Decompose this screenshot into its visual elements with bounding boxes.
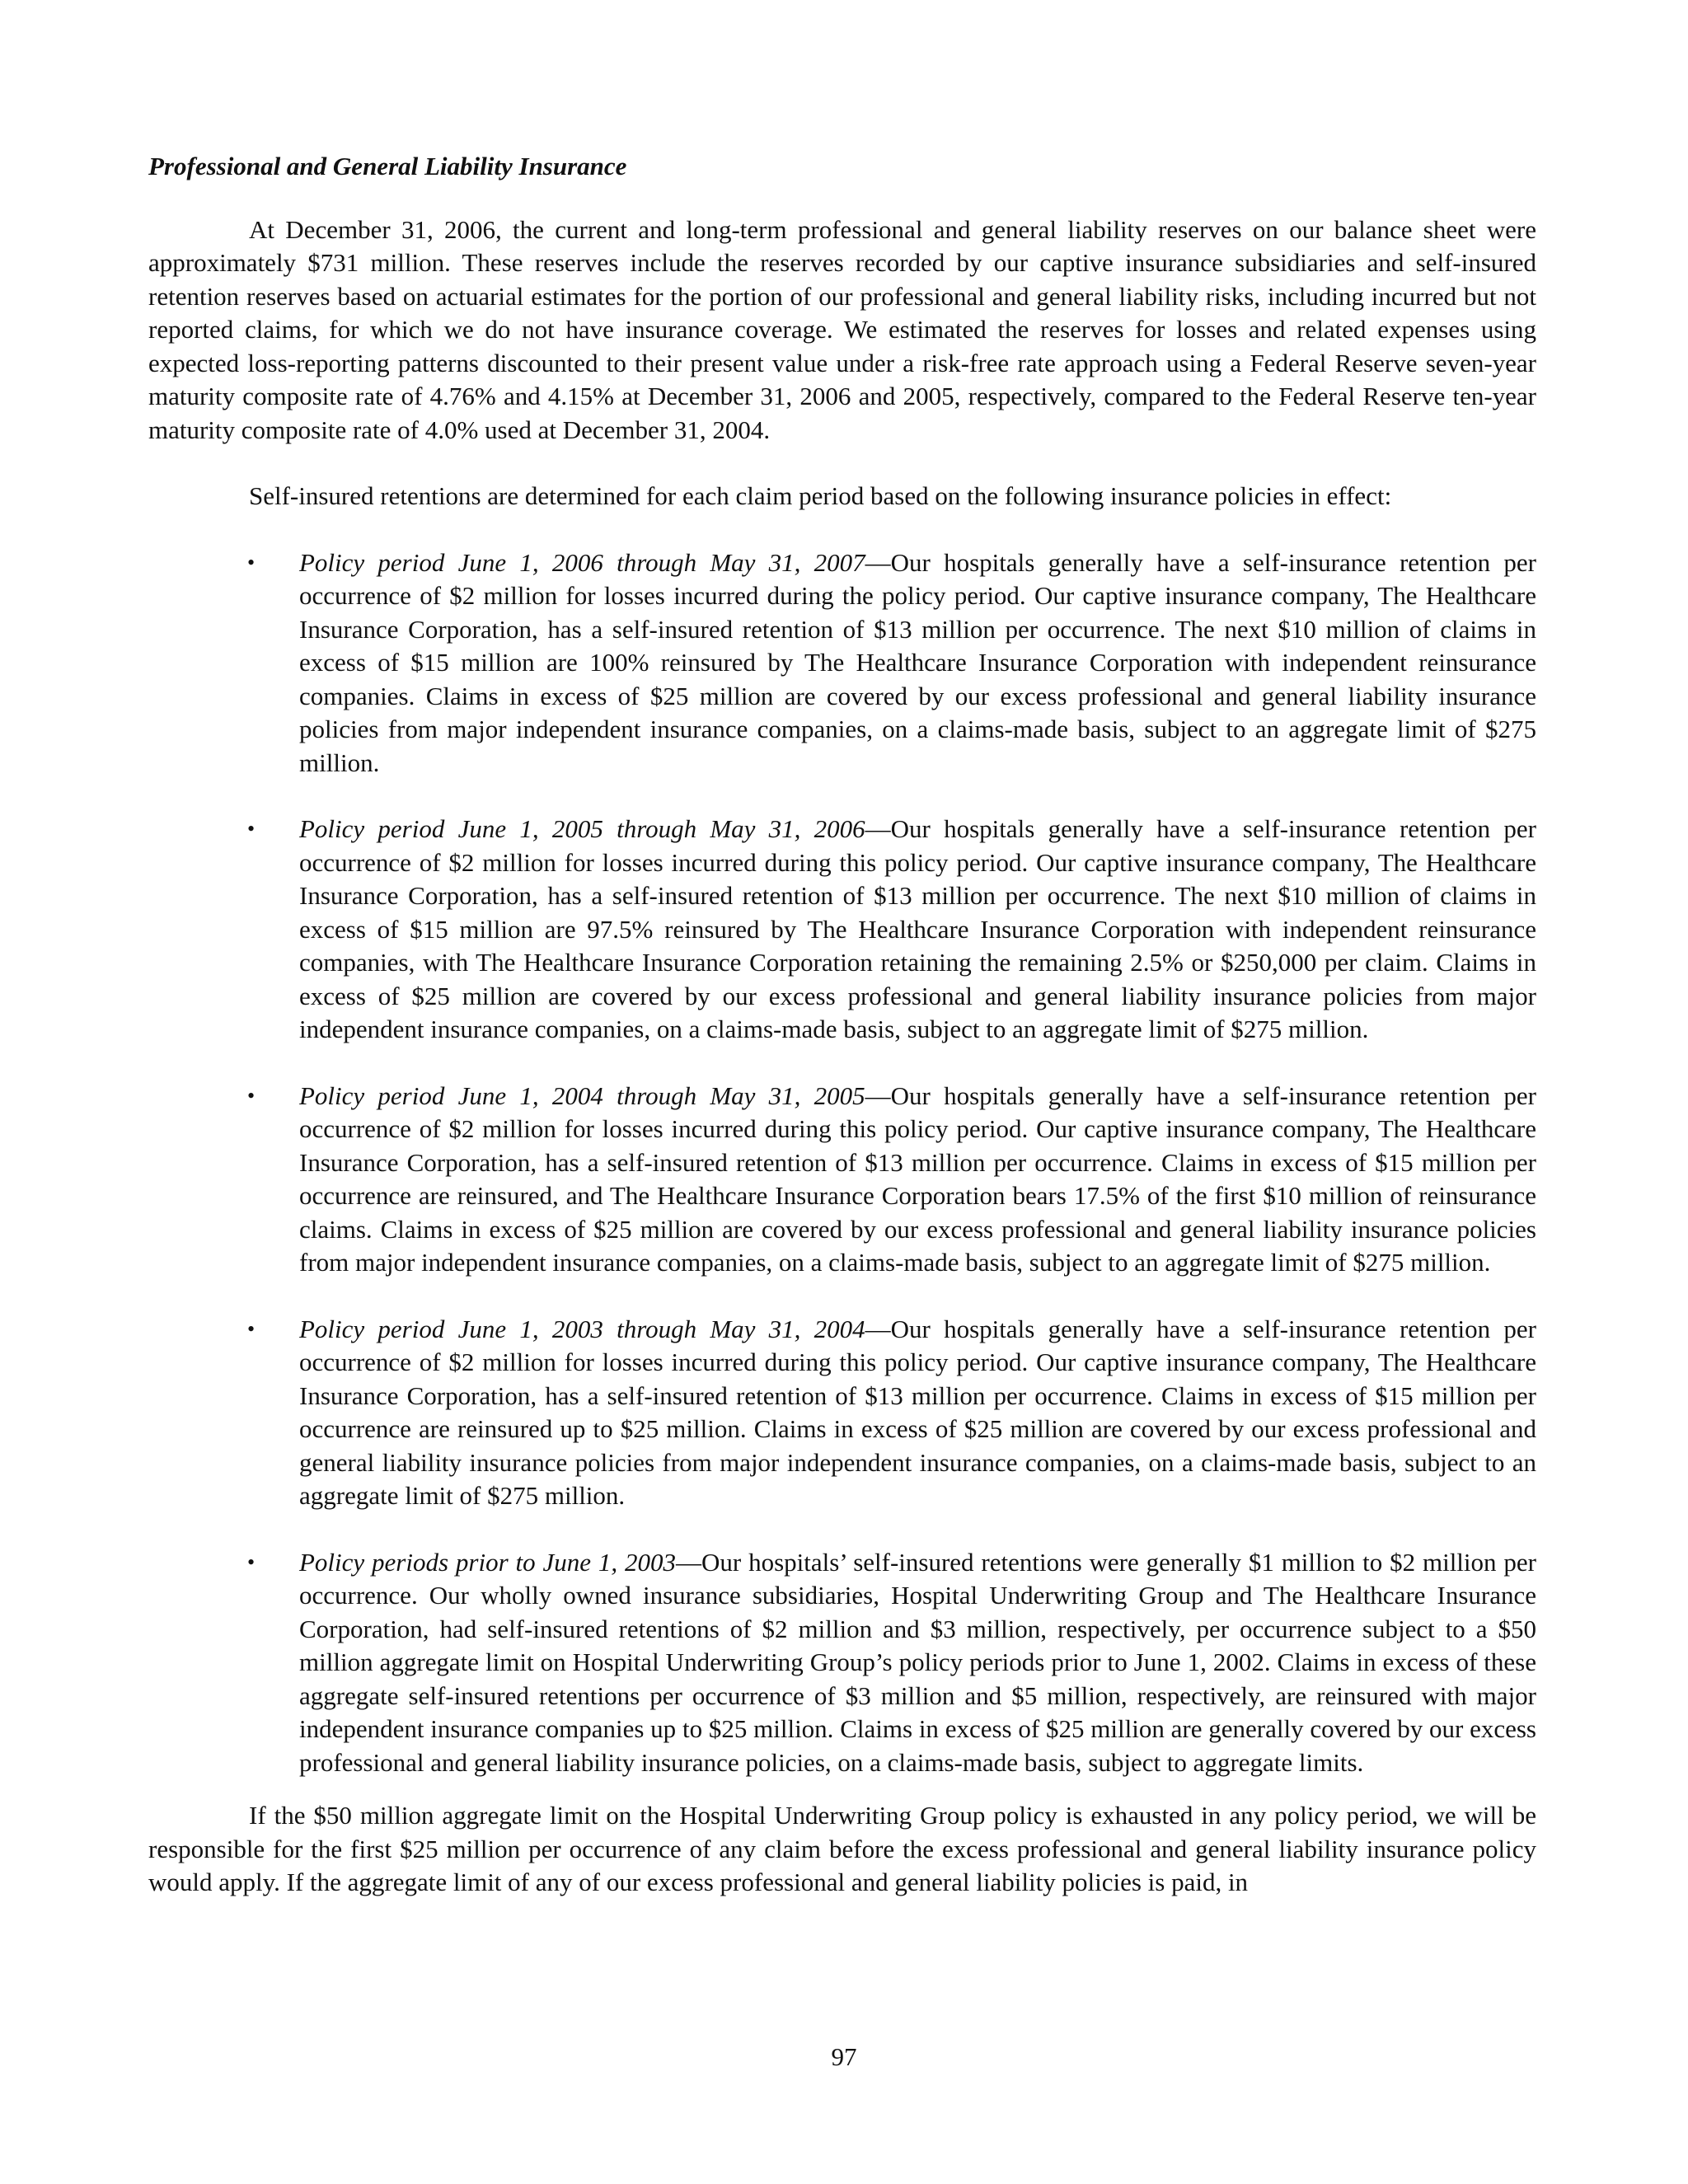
retentions-intro-paragraph: Self-insured retentions are determined for each claim period based on the following insurance policies in effect: [249,481,1392,510]
bullet-icon: • [247,1083,256,1108]
reserves-paragraph: At December 31, 2006, the current and long-term professional and general liability reserves on our balance sheet were approximately $731 million. These reserves include the reserves recorded by our captive insurance subsidiaries and self-insured retention reserves based on actuarial estimates for the portion of our professional and general liability risks, including incurred but not reported claims, for which we do not have insurance coverage. We estimated the reserves for losses and related expenses using expected loss-reporting patterns discounted to their present value under a risk-free rate approach using a Federal Reserve seven-year maturity composite rate of 4.76% and 4.15% at December 31, 2006 and 2005, respectively, compared to the Federal Reserve ten-year maturity composite rate of 4.0% used at December 31, 2004. [148,214,1536,444]
bullet-icon: • [247,550,256,574]
page-number: 97 [831,2042,857,2071]
policy-period-label: Policy period June 1, 2003 through May 31, 2004 [299,1314,865,1343]
policy-period-label: Policy period June 1, 2005 through May 31, 2006 [299,814,865,843]
document-page [148,150,1536,1933]
list-item [148,546,1536,780]
policy-description: —Our hospitals generally have a self-insurance retention per occurrence of $2 million for losses incurred during the policy period. Our captive insurance company, The Healthcare Insurance Corporation, has a self-insured retention of $13 million per occurrence. The next $10 million of claims in excess of $15 million are 100% reinsured by The Healthcare Insurance Corporation with independent reinsurance companies. Claims in excess of $25 million are covered by our excess professional and general liability insurance policies from major independent insurance companies, on a claims-made basis, subject to an aggregate limit of $275 million. [299,547,1536,777]
policy-period-label: Policy period June 1, 2006 through May 31, 2007 [299,547,865,577]
bullet-icon: • [247,817,256,841]
list-item [148,813,1536,1047]
closing-paragraph: If the $50 million aggregate limit on the Hospital Underwriting Group policy is exhausted in any policy period, we will be responsible for the first $25 million per occurrence of any claim before the excess professional and general liability insurance policy would apply. If the aggregate limit of any of our excess professional and general liability policies is paid, in [148,1801,1536,1896]
policy-description: —Our hospitals generally have a self-insurance retention per occurrence of $2 million for losses incurred during this policy period. Our captive insurance company, The Healthcare Insurance Corporation, has a self-insured retention of $13 million per occurrence. The next $10 million of claims in excess of $15 million are 97.5% reinsured by The Healthcare Insurance Corporation with independent reinsurance companies, with The Healthcare Insurance Corporation retaining the remaining 2.5% or $250,000 per claim. Claims in excess of $25 million are covered by our excess professional and general liability insurance policies from major independent insurance companies, on a claims-made basis, subject to an aggregate limit of $275 million. [299,814,1536,1043]
list-item [148,1546,1536,1780]
list-item [148,1313,1536,1513]
policy-description: —Our hospitals generally have a self-insurance retention per occurrence of $2 million for losses incurred during this policy period. Our captive insurance company, The Healthcare Insurance Corporation, has a self-insured retention of $13 million per occurrence. Claims in excess of $15 million per occurrence are reinsured up to $25 million. Claims in excess of $25 million are covered by our excess professional and general liability insurance policies from major independent insurance companies, on a claims-made basis, subject to an aggregate limit of $275 million. [299,1314,1536,1510]
policy-description: —Our hospitals generally have a self-insurance retention per occurrence of $2 million for losses incurred during this policy period. Our captive insurance company, The Healthcare Insurance Corporation, has a self-insured retention of $13 million per occurrence. Claims in excess of $15 million per occurrence are reinsured, and The Healthcare Insurance Corporation bears 17.5% of the first $10 million of reinsurance claims. Claims in excess of $25 million are covered by our excess professional and general liability insurance policies from major independent insurance companies, on a claims-made basis, subject to an aggregate limit of $275 million. [299,1080,1536,1277]
policy-list [148,546,1536,1780]
policy-period-label: Policy period June 1, 2004 through May 31, 2005 [299,1080,865,1110]
section-heading: Professional and General Liability Insurance [148,152,627,180]
policy-description: —Our hospitals’ self-insured retentions were generally $1 million to $2 million per occurrence. Our wholly owned insurance subsidiaries, Hospital Underwriting Group and The Healthcare Insurance Corporation, had self-insured retentions of $2 million and $3 million, respectively, per occurrence subject to a $50 million aggregate limit on Hospital Underwriting Group’s policy periods prior to June 1, 2002. Claims in excess of these aggregate self-insured retentions per occurrence of $3 million and $5 million, respectively, are reinsured with major independent insurance companies up to $25 million. Claims in excess of $25 million are generally covered by our excess professional and general liability insurance policies, on a claims-made basis, subject to aggregate limits. [299,1547,1536,1777]
policy-period-label: Policy periods prior to June 1, 2003 [299,1547,677,1577]
bullet-icon: • [247,1316,256,1341]
list-item [148,1080,1536,1280]
bullet-icon: • [247,1549,256,1574]
